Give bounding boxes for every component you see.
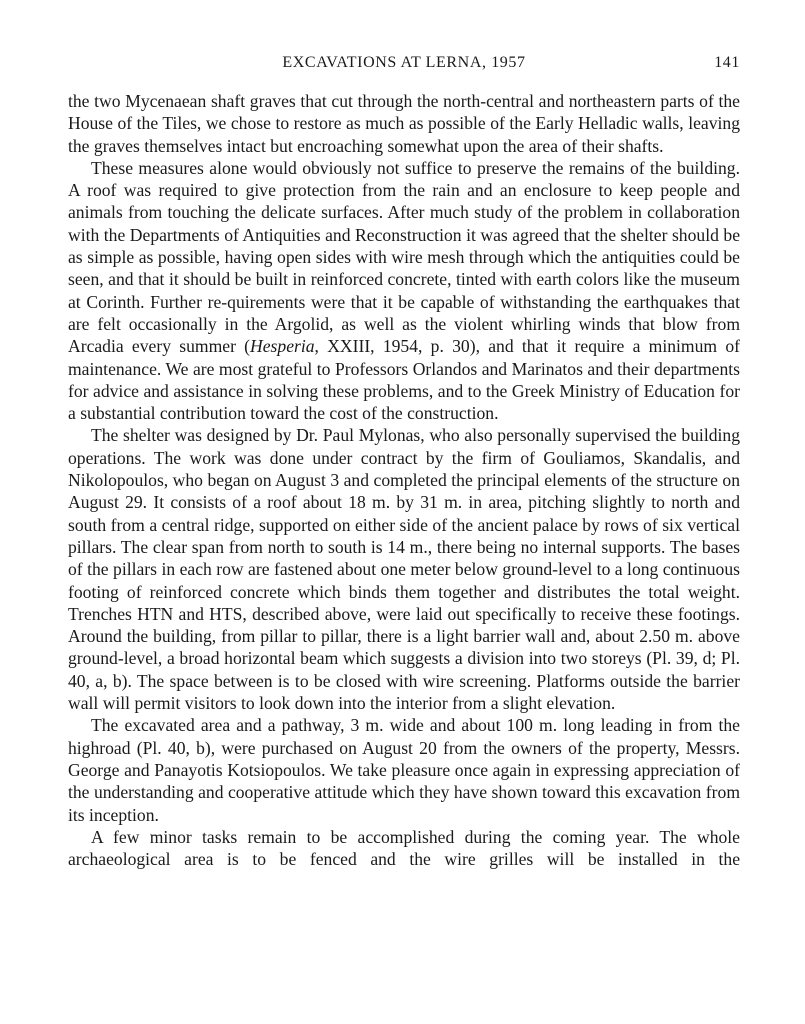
- page-number: 141: [714, 54, 740, 71]
- page-header: [68, 44, 740, 74]
- paragraph-4: The excavated area and a pathway, 3 m. wide and about 100 m. long leading in from the highroad (Pl. 40, b), were purchased on August 20 from the owners of the property, Messrs. George and Panayotis Kotsiopoulos. We take pleasure once again in expressing appreciation of the understanding and cooperative attitude which they have shown toward this excavation from its inception.: [68, 715, 740, 825]
- body-text: [68, 90, 740, 870]
- paragraph-2-text-before: These measures alone would obviously not suffice to preserve the remains of the building. A roof was required to give protection from the rain and an enclosure to keep people and animals from touching the delicate surfaces. After much study of the problem in collaboration with the Departments of Antiquities and Reconstruction it was agreed that the shelter should be as simple as possible, having open sides with wire mesh through which the antiquities could be seen, and that it should be built in reinforced concrete, tinted with earth colors like the museum at Corinth. Further re-quirements were that it be capable of withstanding the earthquakes that are felt occasionally in the Argolid, as well as the violent whirling winds that blow from Arcadia every summer (: [68, 157, 740, 357]
- page: [68, 44, 740, 870]
- running-head: EXCAVATIONS AT LERNA, 1957: [282, 54, 526, 71]
- paragraph-2: [68, 157, 740, 425]
- paragraph-5: A few minor tasks remain to be accomplished during the coming year. The whole archaeological area is to be fenced and the wire grilles will be installed in the: [68, 826, 740, 870]
- paragraph-1: the two Mycenaean shaft graves that cut through the north-central and northeastern parts of the House of the Tiles, we chose to restore as much as possible of the Early Helladic walls, leaving the graves themselves intact but encroaching somewhat upon the area of their shafts.: [68, 91, 740, 156]
- paragraph-2-text-after: , XXIII, 1954, p. 30), and that it require a minimum of maintenance. We are most grateful to Professors Orlandos and Marinatos and their departments for advice and assistance in solving these problems, and to the Greek Ministry of Education for a substantial contribution toward the cost of the construction.: [68, 336, 740, 424]
- journal-title: Hesperia: [250, 336, 315, 357]
- paragraph-3: The shelter was designed by Dr. Paul Mylonas, who also personally supervised the building operations. The work was done under contract by the firm of Gouliamos, Skandalis, and Nikolopoulos, who began on August 3 and completed the principal elements of the structure on August 29. It consists of a roof about 18 m. by 31 m. in area, pitching slightly to north and south from a central ridge, supported on either side of the ancient palace by rows of six vertical pillars. The clear span from north to south is 14 m., there being no internal supports. The bases of the pillars in each row are fastened about one meter below ground-level to a long continuous footing of reinforced concrete which binds them together and distributes the total weight. Trenches HTN and HTS, described above, were laid out specifically to receive these footings. Around the building, from pillar to pillar, there is a light barrier wall and, about 2.50 m. above ground-level, a broad horizontal beam which suggests a division into two storeys (Pl. 39, d; Pl. 40, a, b). The space between is to be closed with wire screening. Platforms outside the barrier wall will permit visitors to look down into the interior from a slight elevation.: [68, 425, 740, 714]
